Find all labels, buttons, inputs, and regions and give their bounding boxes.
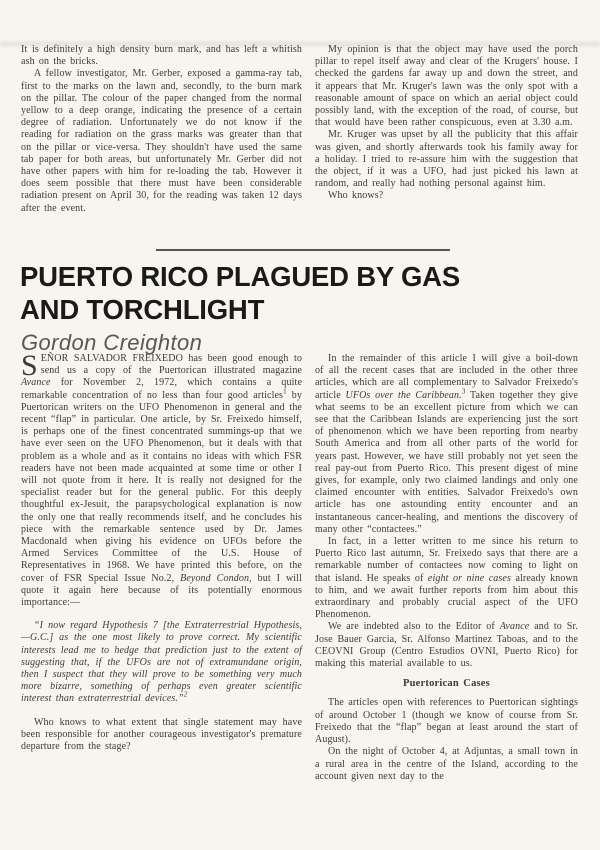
text-run: My opinion is that the object may have used the porch pillar to repel itself away and clear of the Krugers' house. I checked the gardens far away up and down the street, and it appears that Mr. Kruger's lawn was the only spot with a reasonable amount of space on which an aerial object could possibly land, with the exception of the road, of course, but that would have been rather conspicuous, even at 3.30 a.m. <box>315 44 578 129</box>
text-run: Avance <box>21 377 51 389</box>
text-run: It is definitely a high density burn mark, and has left a whitish ash on the bricks. <box>21 44 302 68</box>
paragraph <box>315 697 578 746</box>
text-run: by Puertorican writers on the UFO Phenomenon in general and the recent “flap” in particular. One article, by Sr. Freixedo himself, is perhaps one of the finest concentrated summings-up that we have ever seen on the UFO Phenomenon, but it deals with that problem as a whole and as it contains no ideas with which FSR readers have not been made acquainted at some time or other I will not quote from it here. It is really not designed for the specialist reader but for the general public. For this deeply thoughtful ex-Jesuit, the parapsychological explanation is now the only one that really recommends itself, and he concludes his piece with the remarkable sentence used by Dr. James Macdonald when giving his evidence on UFOs before the Armed Services Committee of the U.S. House of Representatives in 1968. We have printed this before, on the cover of FSR Special Issue No.2, <box>21 389 302 584</box>
paragraph <box>315 746 578 783</box>
text-run: On the night of October 4, at Adjuntas, a small town in a rural area in the centre of the Island, according to the account given next day to the <box>315 746 578 782</box>
footnote-ref: 2 <box>183 691 188 700</box>
text-run: , but I will quote it again here because of its potentially enormous importance:— <box>21 572 302 609</box>
article-left-column <box>21 349 302 753</box>
paragraph <box>21 620 302 705</box>
drop-cap: S <box>21 349 38 382</box>
text-run: “I now regard Hypothesis 7 [the Extraterrestrial Hypothesis,—G.C.] as the one most likely to prove correct. My scientific interests lead me to hedge that prediction just to the extent of suggesting that, if the UFOs are not of extramundane origin, then I suspect that they will prove to be something very much more bizarre, something of perhaps even greater scientific interest than extraterrestrial devices.” <box>21 620 302 705</box>
text-run: In the remainder of this article I will give a boil-down of all the recent cases that are included in the other three articles, which are all complementary to Salvador Freixedo's article <box>315 353 578 401</box>
text-run: A fellow investigator, Mr. Gerber, exposed a gamma-ray tab, first to the marks on the lawn and, secondly, to the burn mark on the pillar. The colour of the paper changed from the normal yellow to a deep orange, indicating the presence of a certain degree of radiation. Unfortunately we do not know if the reading for radiation on the grass marks was greater than that on the pillar or vice-versa. They shouldn't have used the same tab paper for both areas, but unfortunately Mr. Gerber did not have other papers with him for re-loading the tab. However it does seem possible that there must have been considerable radiation present on April 30, for the reading was taken 12 days after the event. <box>21 68 302 214</box>
previous-article-right-column <box>315 44 578 203</box>
text-run: for November 2, 1972, which contains a quite remarkable concentration of no less than four good articles <box>21 377 302 401</box>
article-right-column <box>315 353 578 783</box>
paragraph <box>21 717 302 754</box>
text-run: The articles open with references to Puertorican sightings of around October 1 (though we know of course from Sr. Freixedo that the “flap” began at least around the start of August). <box>315 697 578 746</box>
paragraph <box>315 536 578 621</box>
text-run: Who knows? <box>328 190 384 202</box>
text-run: eight or nine cases <box>427 572 511 584</box>
section-divider <box>156 249 450 251</box>
paragraph <box>21 349 302 609</box>
text-run: Avance <box>499 621 530 633</box>
previous-article-left-column <box>21 44 302 215</box>
article-byline: Gordon Creighton <box>21 330 203 355</box>
text-run: already known to him, and we await further reports from him about this extraordinary and probably crucial aspect of the UFO Phenomenon. <box>315 572 579 621</box>
text-run: UFOs over the Caribbean. <box>345 389 462 401</box>
article-headline: PUERTO RICO PLAGUED BY GAS AND TORCHLIGHT <box>20 261 460 325</box>
text-run: In fact, in a letter written to me since his return to Puerto Rico last autumn, Sr. Freixedo says that there are a remarkable number of contactees now coming to light on that island. He speaks of <box>315 536 578 584</box>
text-run: Who knows to what extent that single statement may have been responsible for another courageous investigator's premature departure from the stage? <box>21 716 302 753</box>
text-run: Mr. Kruger was upset by all the publicity that this affair was given, and shortly afterwards took his family away for a holiday. I tried to re-assure him with the suggestion that the object, if it was a UFO, had just picked his lawn at random, and really had nothing personal against him. <box>315 129 578 190</box>
paragraph <box>315 44 578 129</box>
section-heading <box>315 678 578 690</box>
paragraph <box>315 353 578 536</box>
text-run: EÑOR SALVADOR FREIXEDO has been good enough to send us a copy of the Puertorican illustrated magazine <box>40 353 302 377</box>
paragraph <box>21 44 302 68</box>
paragraph <box>21 68 302 214</box>
text-run: and to Sr. Jose Bauer Garcia, Sr. Alfonso Martinez Taboas, and to the CEOVNI Group (Centro Estudios OVNI, Puerto Rico) for making this material available to us. <box>315 621 578 670</box>
text-run: Beyond Condon <box>180 572 250 584</box>
footnote-ref: 3 <box>461 387 466 396</box>
text-run: We are indebted also to the Editor of <box>328 621 500 633</box>
paragraph <box>315 190 578 202</box>
paragraph <box>315 621 578 670</box>
text-run: Taken together they give what seems to be an excellent picture from which we can see that the Caribbean Islands are experiencing just the sort of phenomenon which we have been reporting from nearby South America and from all other parts of the world for years past. However, we have still probably not yet seen the real pay-out from Puerto Rico. This present digest of mine gives, for example, only two claimed landings and only one claimed encounter with entities. Salvador Freixedo's own article has one astounding entity encounter and an instantaneous cancer-healing, and mentions the discovery of many other “contactees.” <box>315 389 579 535</box>
paragraph <box>315 129 578 190</box>
text-run: Puertorican Cases <box>403 678 490 690</box>
footnote-ref: 1 <box>283 387 287 396</box>
